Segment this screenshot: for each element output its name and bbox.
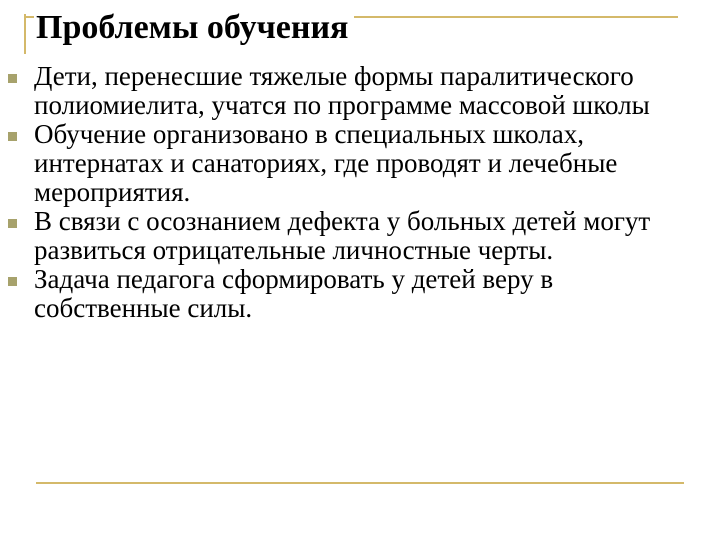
bullet-text: Задача педагога сформировать у детей веру в собственные силы.	[34, 264, 554, 323]
bullet-item	[8, 265, 698, 323]
square-bullet-icon	[8, 277, 17, 286]
title-left-rule	[24, 14, 26, 54]
bullet-item	[8, 207, 698, 265]
square-bullet-icon	[8, 132, 17, 141]
bullet-item	[8, 62, 698, 120]
slide-title: Проблемы обучения	[34, 8, 354, 48]
square-bullet-icon	[8, 219, 17, 228]
square-bullet-icon	[8, 74, 17, 83]
bullet-item	[8, 120, 698, 207]
bullet-text: Дети, перенесшие тяжелые формы паралитического полиомиелита, учатся по программе массовой школы	[34, 61, 650, 120]
bullet-list	[8, 62, 698, 323]
bottom-rule	[36, 482, 684, 484]
bullet-text: Обучение организовано в специальных школах, интернатах и санаториях, где проводят и лечебные мероприятия.	[34, 119, 618, 207]
bullet-text: В связи с осознанием дефекта у больных детей могут развиться отрицательные личностные черты.	[34, 206, 651, 265]
